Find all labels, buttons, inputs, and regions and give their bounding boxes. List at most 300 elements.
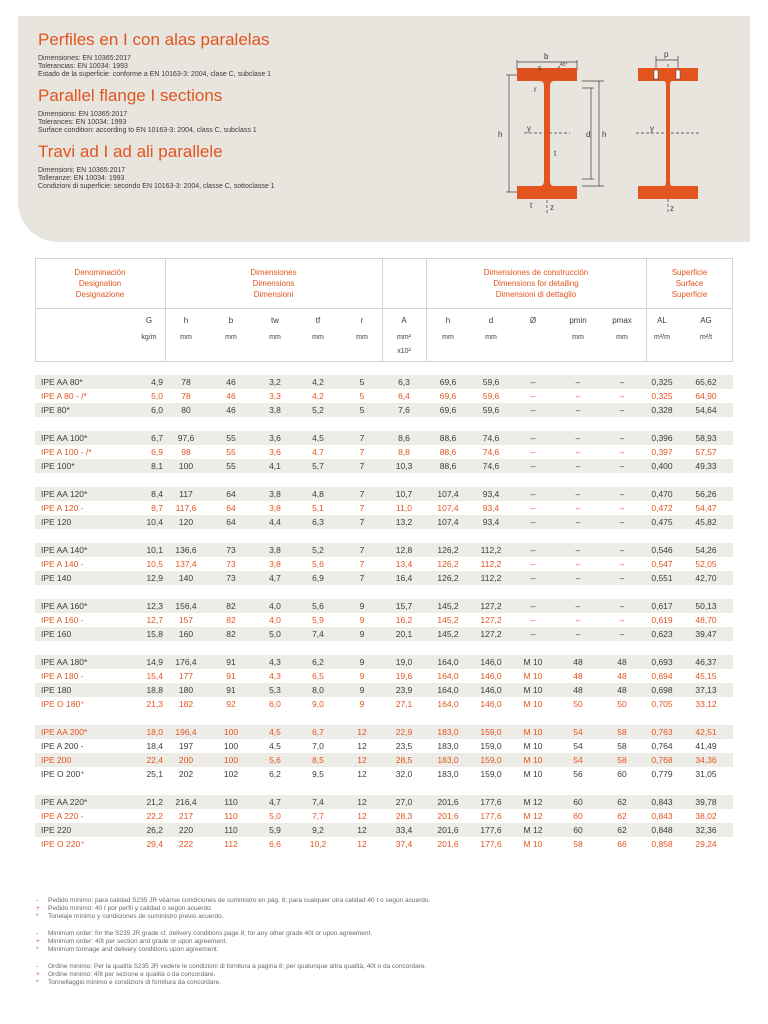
value-cell: – [619,517,625,527]
diagram-label-r: r [534,85,537,94]
value-cell: 28,5 [395,755,413,765]
value-cell: 7 [359,461,365,471]
designation-cell: IPE 160 [41,629,72,639]
value-cell: 15,4 [146,671,163,681]
value-cell: 4,3 [269,657,281,667]
value-cell: 82 [226,601,236,611]
value-cell: 54 [573,727,583,737]
unit-11: mm [616,334,628,341]
table-row [35,389,733,403]
value-cell: 19,6 [395,671,413,681]
value-cell: 5 [359,405,365,415]
value-cell: 5,7 [312,461,324,471]
value-cell: 117,6 [175,503,197,513]
value-cell: 18,4 [146,741,163,751]
value-cell: 73 [226,573,236,583]
value-cell: 6,4 [398,391,410,401]
value-cell: 6,0 [269,699,281,709]
subtitle-it-2: Tolleranze: EN 10034: 1993 [38,175,125,182]
value-cell: 29,4 [146,839,163,849]
value-cell: 12 [357,741,367,751]
value-cell: 78 [181,377,191,387]
symbol-13: AG [700,316,712,325]
value-cell: 112 [224,839,238,849]
value-cell: 82 [226,629,236,639]
value-cell: 52,05 [695,559,717,569]
value-cell: 91 [226,671,236,681]
value-cell: 37,4 [395,839,413,849]
value-cell: 0,397 [651,447,673,457]
symbol-2: b [228,316,234,325]
designation-cell: IPE 200 [41,755,72,765]
value-cell: 160 [178,629,194,639]
value-cell: 11,0 [396,503,412,513]
table-row [35,571,733,585]
value-cell: 48 [573,671,583,681]
value-cell: 39,47 [695,629,717,639]
value-cell: – [530,391,536,401]
value-cell: 62 [617,811,627,821]
value-cell: 126,2 [437,545,459,555]
diagram-label-angle: 45° [560,62,568,68]
value-cell: 126,2 [437,559,459,569]
table-row [35,599,733,613]
value-cell: 164,0 [437,657,459,667]
value-cell: 126,2 [437,573,459,583]
group-dimensions: Dimensiones Dimensions Dimensioni [250,268,297,299]
value-cell: – [619,391,625,401]
value-cell: 50 [617,699,627,709]
value-cell: 3,3 [269,391,281,401]
value-cell: 157 [178,615,194,625]
i-beam-section-diagram [494,48,624,228]
value-cell: 6,6 [269,839,281,849]
value-cell: 65,62 [695,377,717,387]
value-cell: 0,475 [651,517,673,527]
value-cell: 18,0 [146,727,163,737]
designation-cell: IPE A 120 - [41,503,84,513]
value-cell: M 12 [523,797,543,807]
value-cell: 12 [357,797,367,807]
value-cell: – [530,489,536,499]
table-row [35,627,733,641]
note-bullet: * [36,979,39,986]
value-cell: – [619,489,625,499]
note-bullet: + [36,905,40,912]
value-cell: 112,2 [480,545,502,555]
unit-3: mm [269,334,281,341]
value-cell: 6,0 [151,405,163,415]
value-cell: 60 [573,797,583,807]
value-cell: 88,6 [439,461,457,471]
value-cell: 5,0 [151,391,163,401]
value-cell: – [530,559,536,569]
value-cell: – [575,615,581,625]
value-cell: 8,5 [312,755,324,765]
diagram-label-z: z [550,203,554,212]
value-cell: 54 [573,741,583,751]
value-cell: 0,858 [651,839,673,849]
value-cell: 0,325 [651,377,673,387]
value-cell: 4,5 [269,727,281,737]
value-cell: – [575,405,581,415]
designation-cell: IPE 180 [41,685,72,695]
value-cell: 31,05 [695,769,717,779]
value-cell: 33,4 [395,825,413,835]
value-cell: 196,4 [175,727,197,737]
value-cell: 8,6 [398,433,410,443]
value-cell: 7 [359,447,365,457]
value-cell: 93,4 [482,489,500,499]
value-cell: 42,51 [695,727,717,737]
value-cell: 140 [178,573,194,583]
value-cell: 29,24 [695,839,717,849]
value-cell: – [530,517,536,527]
value-cell: 42,70 [695,573,717,583]
value-cell: M 10 [523,671,543,681]
note-block [36,897,430,921]
value-cell: 197 [178,741,194,751]
value-cell: 0,328 [651,405,673,415]
value-cell: 159,0 [480,727,502,737]
value-cell: 216,4 [175,797,197,807]
value-cell: – [619,545,625,555]
note-line [36,905,430,913]
value-cell: 5,6 [312,601,324,611]
value-cell: 146,0 [480,671,502,681]
value-cell: – [575,377,581,387]
value-cell: 10,1 [146,545,163,555]
unit-5: mm [356,334,368,341]
value-cell: 159,0 [480,741,502,751]
subtitle-es-3: Estado de la superficie: conforme a EN 10163-3: 2004, clase C, subclase 1 [38,71,272,78]
value-cell: 0,472 [651,503,673,513]
value-cell: 39,78 [695,797,717,807]
value-cell: 16,4 [395,573,413,583]
value-cell: 9,0 [312,699,324,709]
value-cell: 73 [226,559,236,569]
note-line [36,897,430,905]
value-cell: 117 [179,489,193,499]
unit-7: mm [442,334,454,341]
value-cell: 146,0 [480,699,502,709]
note-bullet: - [36,897,39,904]
value-cell: M 12 [523,811,543,821]
value-cell: 12,3 [146,601,163,611]
value-cell: 0,396 [651,433,673,443]
value-cell: 177,6 [480,839,502,849]
diagram-label-hi: h [602,130,607,139]
value-cell: 60 [573,811,583,821]
value-cell: 48 [573,685,583,695]
value-cell: 57,57 [695,447,717,457]
value-cell: – [619,629,625,639]
value-cell: 8,0 [312,685,324,695]
table-row [35,501,733,515]
value-cell: 120 [178,517,194,527]
value-cell: 32,0 [395,769,413,779]
symbol-1: h [183,316,189,325]
designation-cell: IPE AA 200* [41,727,88,737]
value-cell: 177 [178,671,194,681]
value-cell: 100 [223,727,239,737]
note-text: Ordine minimo: 40t per sezione e qualità o da concordare. [48,971,216,978]
table-row [35,795,733,809]
value-cell: 6,2 [312,657,324,667]
value-cell: 145,2 [437,629,459,639]
note-text: Minimum order: 40t per section and grade or upon agreement. [48,938,228,945]
value-cell: 0,617 [651,601,673,611]
value-cell: 4,7 [269,797,281,807]
value-cell: 12 [357,825,367,835]
value-cell: 21,2 [146,797,163,807]
value-cell: 0,325 [651,391,673,401]
symbol-4: tf [315,316,321,325]
note-line [36,938,372,946]
value-cell: – [530,629,536,639]
value-cell: 64 [226,517,236,527]
value-cell: – [619,601,625,611]
value-cell: 58 [573,839,583,849]
value-cell: 34,36 [695,755,717,765]
subtitle-en-3: Surface condition: according to EN 10163-3: 2004, class C, subclass 1 [38,127,257,134]
designation-cell: IPE A 200 - [41,741,84,751]
value-cell: 4,3 [269,671,281,681]
value-cell: – [575,559,581,569]
value-cell: 112,2 [480,573,502,583]
value-cell: 0,843 [651,811,673,821]
value-cell: 12,7 [146,615,163,625]
value-cell: 107,4 [437,503,459,513]
value-cell: 127,2 [480,601,502,611]
value-cell: 8,8 [398,447,410,457]
value-cell: 7,4 [312,797,324,807]
table-row [35,767,733,781]
value-cell: 10,7 [395,489,413,499]
diagram-label-s: s [538,65,542,72]
value-cell: 22,9 [395,727,413,737]
value-cell: 60 [573,825,583,835]
value-cell: 46 [226,391,236,401]
value-cell: 98 [181,447,191,457]
value-cell: 159,0 [480,769,502,779]
value-cell: 100 [223,755,239,765]
value-cell: 64 [226,489,236,499]
diagram-label-h: h [498,130,503,139]
note-text: Tonnellaggio minimo e condizioni di fornitura da concordare. [48,979,222,986]
value-cell: 12,8 [395,545,413,555]
subtitle-en-2: Tolerances: EN 10034: 1993 [38,119,127,126]
value-cell: 74,6 [482,461,500,471]
value-cell: 7 [359,433,365,443]
value-cell: – [575,629,581,639]
value-cell: 4,1 [269,461,281,471]
value-cell: 9 [359,601,365,611]
value-cell: 60 [617,769,627,779]
value-cell: 8,1 [151,461,163,471]
value-cell: 97,6 [177,433,195,443]
value-cell: 19,0 [395,657,413,667]
value-cell: 136,6 [175,545,197,555]
value-cell: 183,0 [437,769,459,779]
designation-cell: IPE 120 [41,517,72,527]
value-cell: – [619,503,625,513]
value-cell: 45,15 [695,671,717,681]
value-cell: 15,8 [146,629,163,639]
value-cell: – [575,573,581,583]
value-cell: 5,6 [312,559,324,569]
value-cell: 5,2 [312,545,324,555]
value-cell: 46 [226,377,236,387]
table-row [35,445,733,459]
designation-cell: IPE A 100 - /* [41,447,92,457]
value-cell: – [530,433,536,443]
note-text: Tonelaje mínimo y condiciones de suministro previo acuerdo. [48,913,224,920]
value-cell: 66 [617,839,627,849]
value-cell: 12 [357,839,367,849]
note-line [36,946,372,954]
value-cell: 16,2 [395,615,413,625]
value-cell: M 10 [523,741,543,751]
symbol-7: h [445,316,451,325]
value-cell: 55 [226,447,236,457]
value-cell: 3,8 [269,559,281,569]
value-cell: M 10 [523,685,543,695]
value-cell: 4,7 [312,447,324,457]
subtitle-it-1: Dimensioni: EN 10365:2017 [38,167,126,174]
designation-cell: IPE AA 160* [41,601,88,611]
unit-10: mm [572,334,584,341]
value-cell: 0,763 [651,727,673,737]
value-cell: 110 [224,811,238,821]
value-cell: 217 [178,811,194,821]
value-cell: 4,0 [269,615,281,625]
designation-cell: IPE A 160 - [41,615,84,625]
value-cell: 74,6 [482,433,500,443]
value-cell: 46 [226,405,236,415]
value-cell: 93,4 [482,503,500,513]
value-cell: 0,547 [651,559,673,569]
value-cell: 4,5 [312,433,324,443]
value-cell: 5,6 [269,755,281,765]
value-cell: 62 [617,825,627,835]
value-cell: 200 [178,755,194,765]
note-line [36,963,426,971]
value-cell: 110 [224,825,238,835]
value-cell: 102 [223,769,239,779]
value-cell: 48,70 [695,615,717,625]
value-cell: 112,2 [480,559,502,569]
subtitle-en-1: Dimensions: EN 10365:2017 [38,111,128,118]
value-cell: 0,698 [651,685,673,695]
value-cell: – [619,405,625,415]
value-cell: 64 [226,503,236,513]
value-cell: 88,6 [439,447,457,457]
value-cell: 69,6 [439,377,457,387]
value-cell: 12 [357,727,367,737]
symbol-5: r [360,316,364,325]
symbol-9: Ø [529,316,537,325]
value-cell: 49,33 [695,461,717,471]
diagram-label-y2: y [650,124,654,133]
header-panel [18,16,750,242]
table-row [35,375,733,389]
value-cell: 10,5 [146,559,163,569]
table-row [35,753,733,767]
symbol-10: pmin [569,316,587,325]
value-cell: 5,0 [269,811,281,821]
designation-cell: IPE 100* [41,461,75,471]
value-cell: 8,7 [151,503,163,513]
table-row [35,459,733,473]
value-cell: 0,546 [651,545,673,555]
value-cell: M 10 [523,699,543,709]
value-cell: – [530,573,536,583]
note-text: Pedido mínimo: 40 t por perfil y calidad o según acuerdo. [48,905,213,912]
value-cell: 15,7 [395,601,413,611]
value-cell: 177,6 [480,825,502,835]
value-cell: 7 [359,517,365,527]
value-cell: 100 [178,461,194,471]
value-cell: 107,4 [437,517,459,527]
area-multiplier: x10² [397,348,411,355]
table-row [35,683,733,697]
designation-cell: IPE O 200⁺ [41,769,85,779]
value-cell: 5,0 [269,629,281,639]
value-cell: 78 [181,391,191,401]
unit-4: mm [312,334,324,341]
note-line [36,971,426,979]
value-cell: 5,9 [269,825,281,835]
table-row [35,837,733,851]
value-cell: 8,4 [151,489,163,499]
value-cell: 48 [617,671,627,681]
note-bullet: - [36,963,39,970]
note-text: Ordine minimo: Per la qualità S235 JR vedere le condizioni di fornitura a pagina 8; per qualunque altra qualità, 40t o da concordare. [48,963,427,970]
value-cell: 12,9 [146,573,163,583]
symbol-12: AL [657,316,667,325]
value-cell: 27,1 [395,699,413,709]
table-row [35,557,733,571]
unit-13: m²/t [699,334,713,341]
table-row [35,669,733,683]
value-cell: 13,2 [395,517,413,527]
subtitle-es-2: Tolerancias: EN 10034: 1993 [38,63,128,70]
value-cell: – [575,391,581,401]
value-cell: 46,37 [695,657,717,667]
value-cell: – [575,447,581,457]
value-cell: 88,6 [439,433,457,443]
value-cell: M 10 [523,839,543,849]
group-designation: Denominación Designation Designazione [74,268,126,299]
value-cell: 48 [617,685,627,695]
note-bullet: * [36,913,39,920]
value-cell: 12 [357,811,367,821]
value-cell: 127,2 [480,629,502,639]
value-cell: – [530,405,536,415]
value-cell: 7,4 [312,629,324,639]
value-cell: 56,26 [695,489,717,499]
value-cell: 5,1 [312,503,324,513]
value-cell: 23,5 [395,741,413,751]
designation-cell: IPE AA 180* [41,657,88,667]
value-cell: 0,768 [651,755,673,765]
group-detailing: Dimensiones de construcción Dimensions for detailing Dimensioni di dettaglio [483,268,589,299]
value-cell: 183,0 [437,741,459,751]
value-cell: – [575,517,581,527]
value-cell: 92 [226,699,236,709]
value-cell: 14,9 [146,657,163,667]
